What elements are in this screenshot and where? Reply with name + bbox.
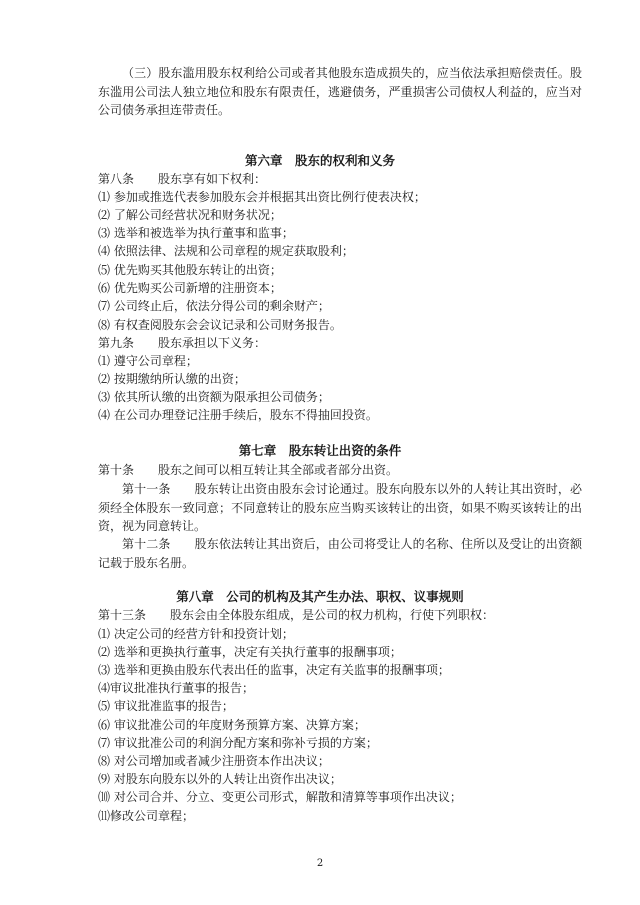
article-13-item: ⑸ 审议批准监事的报告； [98, 699, 234, 713]
article-8-item: ⑹ 优先购买公司新增的注册资本； [98, 281, 282, 295]
chapter-8-title: 第八章 公司的机构及其产生办法、职权、议事规则 [176, 589, 464, 604]
page-number: 2 [316, 858, 324, 869]
chapter-6-title: 第六章 股东的权利和义务 [244, 153, 395, 168]
article-13-item: ⑵ 选举和更换执行董事，决定有关执行董事的报酬事项； [98, 645, 402, 659]
article-13-item: ⑼ 对股东向股东以外的人转让出资作出决议； [98, 772, 342, 786]
article-9-title: 第九条 股东承担以下义务： [98, 336, 267, 350]
article-8-item: ⑵ 了解公司经营状况和财务状况； [98, 208, 282, 222]
article-9-item: ⑶ 依其所认缴的出资额为限承担公司债务； [98, 390, 330, 404]
article-13-title: 第十三条 股东会由全体股东组成，是公司的权力机构，行使下列职权： [98, 608, 495, 622]
article-8-title: 第八条 股东享有如下权利： [98, 172, 267, 186]
article-13-item: ⑴ 决定公司的经营方针和投资计划； [98, 627, 294, 641]
article-9-item: ⑵ 按期缴纳所认缴的出资； [98, 372, 246, 386]
article-12: 第十二条 股东依法转让其出资后，由公司将受让人的名称、住所以及受让的出资额记载于股东名册。 [98, 537, 582, 570]
article-8-item: ⑶ 选举和被选举为执行董事和监事； [98, 226, 294, 240]
article-13-item: ⑻ 对公司增加或者减少注册资本作出决议； [98, 754, 330, 768]
article-13-item: ⑷审议批准执行董事的报告； [98, 681, 255, 695]
article-8-item: ⑻ 有权查阅股东会会议记录和公司财务报告。 [98, 318, 342, 332]
article-8-item: ⑷ 依照法律、法规和公司章程的规定获取股利； [98, 244, 354, 258]
article-13-item: ⑹ 审议批准公司的年度财务预算方案、决算方案； [98, 718, 366, 732]
article-13-item: ⑾修改公司章程； [98, 809, 195, 823]
article-13-item: ⑺ 审议批准公司的利润分配方案和弥补亏损的方案； [98, 736, 378, 750]
article-8-item: ⑸ 优先购买其他股东转让的出资； [98, 263, 282, 277]
article-9-item: ⑷ 在公司办理登记注册手续后，股东不得抽回投资。 [98, 408, 378, 422]
chapter-7-title: 第七章 股东转让出资的条件 [238, 443, 402, 458]
article-11: 第十一条 股东转让出资由股东会讨论通过。股东向股东以外的人转让其出资时，必须经全体股东一致同意；不同意转让的股东应当购买该转让的出资，如果不购买该转让的出资，视为同意转让。 [98, 482, 582, 533]
article-13-item: ⑶ 选举和更换由股东代表出任的监事，决定有关监事的报酬事项； [98, 663, 450, 677]
article-10: 第十条 股东之间可以相互转让其全部或者部分出资。 [98, 463, 399, 477]
article-8-item: ⑴ 参加或推选代表参加股东会并根据其出资比例行使表决权； [98, 190, 426, 204]
article-8-item: ⑺ 公司终止后，依法分得公司的剩余财产； [98, 299, 330, 313]
article-13-item: ⑽ 对公司合并、分立、变更公司形式，解散和清算等事项作出决议； [98, 790, 462, 804]
intro-paragraph: （三）股东滥用股东权利给公司或者其他股东造成损失的，应当依法承担赔偿责任。股东滥用公司法人独立地位和股东有限责任，逃避债务，严重损害公司债权人利益的，应当对公司债务承担连带责任。 [98, 66, 582, 117]
article-9-item: ⑴ 遵守公司章程； [98, 354, 198, 368]
